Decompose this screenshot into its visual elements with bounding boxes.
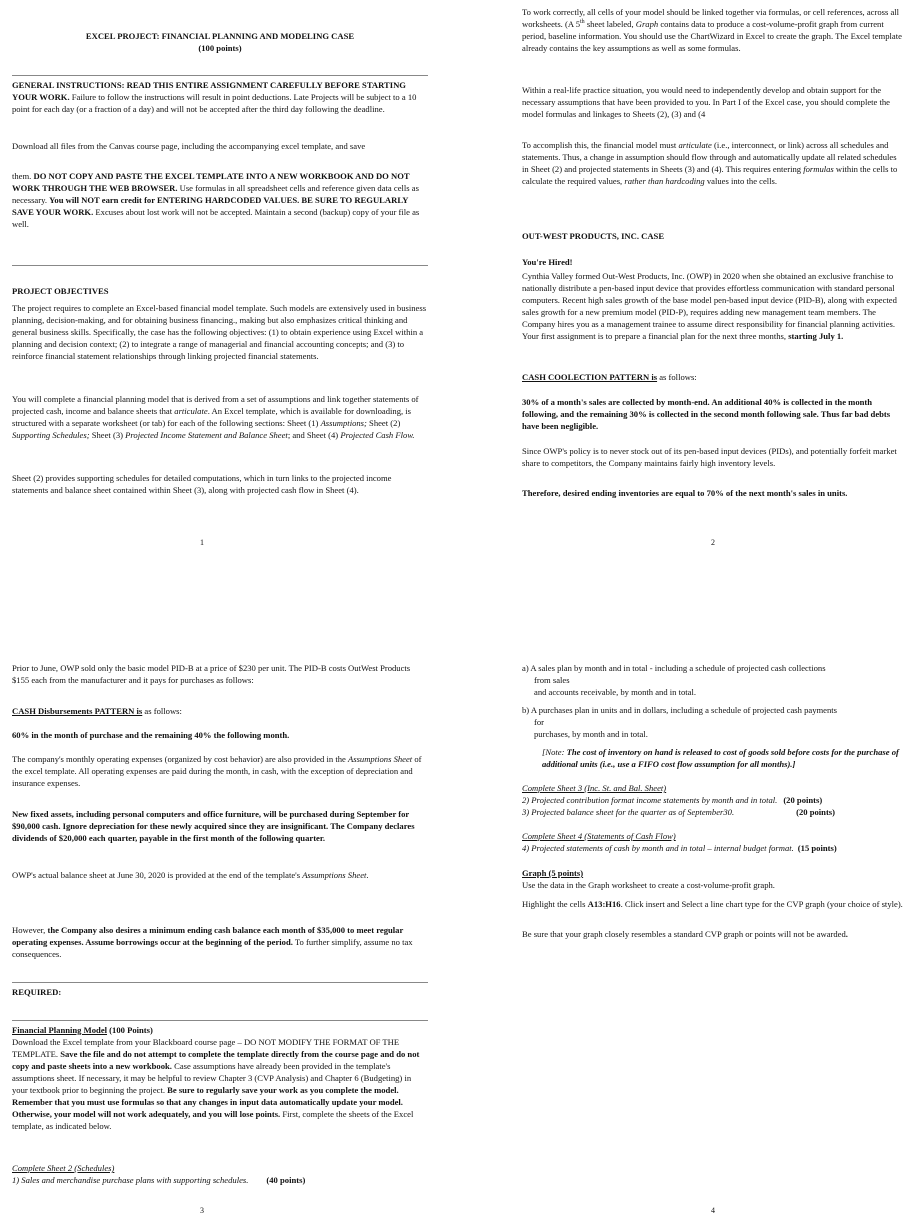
download-instructions	[12, 170, 428, 230]
page-number: 3	[200, 1206, 204, 1215]
cs3-i2-points: (20 points)	[783, 795, 823, 805]
op-b: Assumptions Sheet	[347, 754, 413, 764]
gi-heading: GENERAL INSTRUCTIONS: READ THIS ENTIRE ASSIGNMENT CAREFULLY BEFORE STARTING YOUR WORK.	[12, 80, 406, 102]
ac-g: values into the cells.	[704, 176, 778, 186]
sure-b: .	[845, 929, 848, 939]
divider	[12, 1020, 428, 1021]
bs-a: OWP's actual balance sheet at June 30, 2020 is provided at the end of the template's	[12, 870, 303, 880]
cs3-i3: 3) Projected balance sheet for the quarter as of September30.	[522, 807, 735, 817]
gi-text: Failure to follow the instructions will result in point deductions. Late Projects will be subject to a 10 point for each day (or a fraction of a day) and will not be accepted after the third day following the deadline.	[12, 92, 417, 114]
a-line-2: from sales	[534, 675, 570, 685]
ac-a: To accomplish this, the financial model must	[522, 140, 679, 150]
page-1	[0, 0, 458, 613]
sheet2-paragraph: Sheet (2) provides supporting schedules for detailed computations, which in turn links to the projected income statements and balance sheet contained within Sheet (3), along with projected cash flow in Sheet (4).	[12, 473, 392, 495]
section-heading-case: OUT-WEST PRODUCTS, INC. CASE	[522, 231, 665, 241]
page-number: 1	[200, 538, 204, 547]
cash-collection-heading	[522, 371, 905, 383]
cs3-i2: 2) Projected contribution format income statements by month and in total.	[522, 795, 778, 805]
page-4	[458, 613, 916, 1226]
fpm-d: Be sure to regularly save your work as you complete the model. Remember that you must use formulas so that any changes in input data automatically update your model. Otherwise, your model will not work adequately, and you will lose points.	[12, 1085, 403, 1119]
divider	[12, 75, 428, 76]
sheet3-item-3	[522, 806, 905, 818]
disbursement-heading	[12, 705, 428, 717]
highlight-paragraph	[522, 898, 905, 910]
document-title	[12, 30, 428, 54]
ml-i: ; and Sheet (4)	[287, 430, 341, 440]
sheet4-item-4	[522, 842, 905, 854]
cs2-points: (40 points)	[266, 1175, 306, 1185]
page-number: 2	[711, 538, 715, 547]
wc-sup: th	[580, 19, 585, 26]
b-line-1: b) A purchases plan in units and in dollars, including a schedule of projected cash payments	[522, 705, 838, 715]
fpm-c: Case assumptions have already been provided in the template's assumptions sheet. If necessary, it may be helpful to review Chapter 3 (CVP Analysis) and Chapter 6 (Budgeting) in your textbook prior to beginning the project.	[12, 1061, 412, 1095]
a-line-1: a) A sales plan by month and in total - including a schedule of projected cash collections	[522, 663, 826, 673]
cv-a: Cynthia Valley formed Out-West Products, Inc. (OWP) in 2020 when she obtained an exclusive franchise to nationally distribute a pen-based input device that provides effortless communication with standard personal computers. Recent high sales growth of the base model pen-based input device (PID-B), along with expected sales growth for a new premium model (PID-P), requires adding new management team members. The Company hires you as a management trainee to assume direct responsibility for financial planning activities. Your first assignment is to prepare a financial plan for the next three months,	[522, 271, 897, 341]
balance-sheet-paragraph	[12, 869, 428, 881]
hl-c: . Click insert and Select a line chart type for the CVP graph (your choice of style).	[620, 899, 903, 909]
be-sure-paragraph	[522, 928, 905, 940]
page-2	[458, 0, 916, 613]
ml-e: Sheet (2)	[366, 418, 401, 428]
dl-warning: DO NOT COPY AND PASTE THE EXCEL TEMPLATE INTO A NEW WORKBOOK AND DO NOT WORK THROUGH THE WEB BROWSER.	[12, 171, 410, 193]
graph-section	[522, 867, 905, 891]
graph-line: Use the data in the Graph worksheet to create a cost-volume-profit graph.	[522, 880, 775, 890]
ccp-rest: as follows:	[657, 372, 697, 382]
ac-e: within the cells to calculate the required values,	[522, 164, 898, 186]
ml-a: You will complete a financial planning model that is derived from a set of assumptions and link together statements of projected cash, income and balance sheets that	[12, 394, 419, 416]
ml-f: Supporting Schedules;	[12, 430, 90, 440]
fpm-heading: Financial Planning Model	[12, 1025, 108, 1035]
ml-g: Sheet (3)	[89, 430, 126, 440]
title-points: (100 points)	[198, 43, 242, 53]
sheet2-item	[12, 1174, 428, 1186]
work-correctly-paragraph	[522, 6, 905, 54]
download-line	[12, 140, 428, 152]
sheet3-item-2	[522, 794, 905, 806]
bs-b: Assumptions Sheet	[302, 870, 367, 880]
dl-formulas: Use formulas in all spreadsheet cells and reference given data cells as necessary.	[12, 183, 419, 205]
fixed-assets-paragraph: New fixed assets, including personal computers and office furniture, will be purchased during September for $90,000 cash. Ignore depreciation for these newly acquired since they are insignificant. The Company declares dividends of $20,000 each quarter, payable in the first month of the following quarter.	[12, 809, 415, 843]
sheet3-heading: Complete Sheet 3 (Inc. St. and Bal. Sheet)	[522, 783, 667, 793]
mc-b: the Company also desires a minimum ending cash balance each month of $35,000 to meet regular operating expenses. Assume borrowings occur at the beginning of the period.	[12, 925, 404, 947]
model-paragraph	[12, 393, 428, 441]
ml-h: Projected Income Statement and Balance Sheet	[125, 430, 288, 440]
note-a: [Note:	[542, 747, 567, 757]
cdp-heading: CASH Disbursements PATTERN is	[12, 706, 143, 716]
ac-c: (i.e., interconnect, or link) across all schedules and statements. Thus, a change in assumption should flow through and automatically update all related schedules in Sheet (2) and projected statements in Sheets (3) and (4). This requires entering	[522, 140, 897, 174]
item-b-purchases-plan	[522, 704, 905, 740]
dl-backup: Excuses about lost work will not be accepted. Maintain a second (backup) copy of your file as well.	[12, 207, 420, 229]
cs4-i4: 4) Projected statements of cash by month and in total – internal budget format.	[522, 843, 794, 853]
b-line-2: for	[534, 717, 545, 727]
ml-j: Projected Cash Flow.	[340, 430, 415, 440]
objectives-paragraph: The project requires to complete an Excel-based financial model template. Such models are extensively used in business planning, decision-making, and for obtaining business financing., making but also emphasizes critical thinking and general business skills. Specifically, the case has the following objectives: (1) to obtain experience using Excel within a planning and decision context; (2) to integrate a range of managerial and financial accounting concepts; and (3) to reinforce financial statement relationships through linking projected financial statements.	[12, 303, 427, 361]
hl-b: A13:H16	[587, 899, 621, 909]
wc-b: sheet labeled,	[584, 19, 636, 29]
cv-b: starting July 1.	[788, 331, 844, 341]
mc-a: However,	[12, 925, 48, 935]
ac-d: formulas	[803, 164, 834, 174]
mc-c: To further simplify, assume no tax consequences.	[12, 937, 413, 959]
wc-c: Graph	[635, 19, 659, 29]
sheet4-heading: Complete Sheet 4 (Statements of Cash Flow)	[522, 831, 676, 841]
real-life-paragraph: Within a real-life practice situation, you would need to independently develop and obtain support for the necessary assumptions that have been provided to you. In Part I of the Excel case, you should complete the model formulas and linkages to Sheets (2), (3) and (4	[522, 85, 890, 119]
articulate-paragraph	[522, 139, 905, 187]
cdp-rest: as follows:	[142, 706, 182, 716]
operating-expenses-paragraph	[12, 753, 428, 789]
note-b: The cost of inventory on hand is released to cost of goods sold before costs for the purchase of additional units (i.e., use a FIFO cost flow assumption for all months).]	[542, 747, 899, 769]
divider	[12, 265, 428, 266]
download-text: Download all files from the Canvas course page, including the accompanying excel template, and save	[12, 141, 366, 151]
financial-model-paragraph	[12, 1024, 428, 1132]
ml-b: articulate	[174, 406, 208, 416]
ccp-heading: CASH COOLECTION PATTERN is	[522, 372, 658, 382]
graph-heading: Graph (5 points)	[522, 868, 584, 878]
wc-d: contains data to produce a cost-volume-profit graph from current period, baseline information. You should use the ChartWizard in Excel to create the graph. The Excel template already contains the key assumptions as well as some formulas.	[522, 19, 902, 53]
wc-a: To work correctly, all cells of your model should be linked together via formulas, or cell references, across all worksheets. (A 5	[522, 7, 900, 29]
cs3-i3-points: (20 points)	[796, 807, 836, 817]
title-line-1: EXCEL PROJECT: FINANCIAL PLANNING AND MODELING CASE	[85, 31, 355, 41]
a-line-3: and accounts receivable, by month and in total.	[534, 687, 697, 697]
bs-c: .	[366, 870, 369, 880]
fpm-e: First, complete the sheets of the Excel template, as indicated below.	[12, 1109, 414, 1131]
stockout-paragraph: Since OWP's policy is to never stock out of its pen-based input devices (PIDs), and potentially forfeit market share to competitors, the Company maintains fairly high inventory levels.	[522, 446, 897, 468]
required-heading: REQUIRED:	[12, 987, 62, 997]
fpm-b: Save the file and do not attempt to complete the template directly from the course page and do not copy and paste sheets into a new workbook.	[12, 1049, 420, 1071]
fpm-a: Download the Excel template from your Blackboard course page – DO NOT MODIFY THE FORMAT OF THE TEMPLATE.	[12, 1037, 400, 1059]
ac-b: articulate	[678, 140, 712, 150]
pricing-paragraph: Prior to June, OWP sold only the basic model PID-B at a price of $230 per unit. The PID-B costs OutWest Products $155 each from the manufacturer and it pays for purchases as follows:	[12, 663, 411, 685]
b-line-3: purchases, by month and in total.	[534, 729, 648, 739]
ml-c: . An Excel template, which is available for downloading, is structured with a separate worksheet (or tab) for each of the following sections: Sheet (1)	[12, 406, 412, 428]
ending-inventory-paragraph: Therefore, desired ending inventories are equal to 70% of the next month's sales in units.	[522, 488, 848, 498]
case-intro-paragraph	[522, 270, 905, 342]
cash-collection-paragraph: 30% of a month's sales are collected by month-end. An additional 40% is collected in the month following, and the remaining 30% is collected in the second month following sale. Thus far bad debts have been negligible.	[522, 397, 891, 431]
sheet2-heading: Complete Sheet 2 (Schedules)	[12, 1163, 115, 1173]
sure-a: Be sure that your graph closely resembles a standard CVP graph or points will not be awarded	[522, 929, 846, 939]
op-c: of the excel template. All operating expenses are paid during the month, in cash, with the exception of depreciation and insurance expenses.	[12, 754, 422, 788]
minimum-cash-paragraph	[12, 924, 428, 960]
fpm-points: (100 Points)	[107, 1025, 153, 1035]
divider	[12, 982, 428, 983]
cs4-i4-points: (15 points)	[797, 843, 837, 853]
section-heading-objectives: PROJECT OBJECTIVES	[12, 286, 109, 296]
cs2-item-text: 1) Sales and merchandise purchase plans with supporting schedules.	[12, 1175, 249, 1185]
ml-d: Assumptions;	[320, 418, 367, 428]
dl-hardcode-warning: You will NOT earn credit for ENTERING HARDCODED VALUES. BE SURE TO REGULARLY SAVE YOUR WORK.	[12, 195, 409, 217]
page-3	[0, 613, 458, 1226]
fifo-note	[522, 746, 905, 770]
item-a-sales-plan	[522, 662, 905, 698]
hired-heading: You're Hired!	[522, 257, 573, 267]
disbursement-paragraph: 60% in the month of purchase and the remaining 40% the following month.	[12, 730, 290, 740]
general-instructions	[12, 79, 428, 115]
dl-them: them.	[12, 171, 34, 181]
ac-f: rather than hardcoding	[624, 176, 705, 186]
op-a: The company's monthly operating expenses (organized by cost behavior) are also provided in the	[12, 754, 348, 764]
hl-a: Highlight the cells	[522, 899, 588, 909]
page-number: 4	[711, 1206, 715, 1215]
